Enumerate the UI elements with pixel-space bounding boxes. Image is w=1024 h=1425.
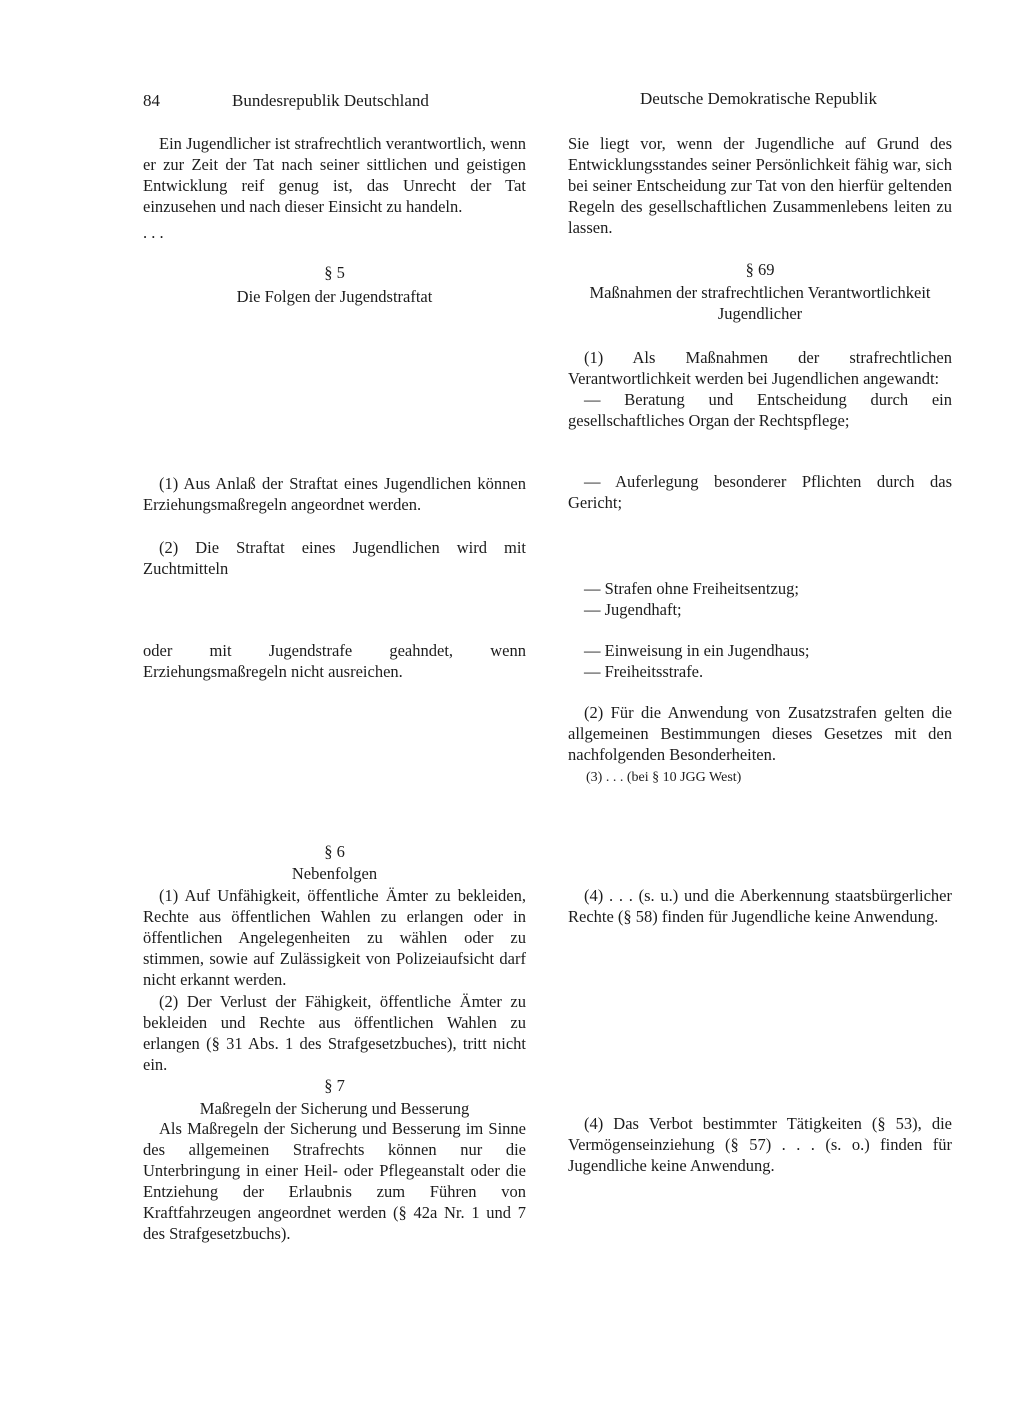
section-69-title-line-1: Maßnahmen der strafrechtlichen Verantwortlichkeit xyxy=(589,283,931,302)
dash-item-5: — Einweisung in ein Jugendhaus; xyxy=(584,641,810,660)
section-69-title-line-2: Jugendlicher xyxy=(717,304,803,323)
section-5-title: Die Folgen der Jugendstraftat xyxy=(236,287,433,306)
section-6-paragraph-2: (2) Der Verlust der Fähigkeit, öffentliche Ämter zu bekleiden und Rechte aus öffentlichen Wahlen zu erlangen (§ 31 Abs. 1 des Strafgesetzbuches), tritt nicht ein. xyxy=(143,992,526,1074)
section-6-number: § 6 xyxy=(324,842,345,861)
section-69-paragraph-2: (2) Für die Anwendung von Zusatzstrafen gelten die allgemeinen Bestimmungen dieses Gesetzes mit den nachfolgenden Besonderheiten. xyxy=(568,703,952,764)
page-number: 84 xyxy=(143,91,160,110)
section-5-paragraph-1: (1) Aus Anlaß der Straftat eines Jugendlichen können Erziehungsmaßregeln angeordnet werden. xyxy=(143,474,526,514)
section-69-number: § 69 xyxy=(745,260,775,279)
right-intro-paragraph: Sie liegt vor, wenn der Jugendliche auf Grund des Entwicklungsstandes seiner Persönlichkeit fähig war, sich bei seiner Entscheidung zur Tat von den hierfür geltenden Regeln des gesellschaftlichen Zusammenlebens leiten zu lassen. xyxy=(568,134,952,237)
section-5-number: § 5 xyxy=(324,263,345,282)
section-7-number: § 7 xyxy=(324,1076,345,1095)
dash-item-1: — Beratung und Entscheidung durch ein gesellschaftliches Organ der Rechtspflege; xyxy=(568,390,952,430)
section-5-paragraph-2-continued: oder mit Jugendstrafe geahndet, wenn Erziehungsmaßregeln nicht ausreichen. xyxy=(143,641,526,681)
dash-item-6: — Freiheitsstrafe. xyxy=(584,662,704,681)
section-7-title: Maßregeln der Sicherung und Besserung xyxy=(199,1099,470,1118)
dash-item-2: — Auferlegung besonderer Pflichten durch das Gericht; xyxy=(568,472,952,512)
section-5-paragraph-2: (2) Die Straftat eines Jugendlichen wird mit Zuchtmitteln xyxy=(143,538,526,578)
section-6-title: Nebenfolgen xyxy=(291,864,378,883)
section-7-paragraph-1: Als Maßregeln der Sicherung und Besserung im Sinne des allgemeinen Strafrechts können nur die Unterbringung in einer Heil- oder Pflegeanstalt oder die Entziehung der Erlaubnis zum Führen von Kraftfahrzeugen angeordnet werden (§ 42a Nr. 1 und 7 des Strafgesetzbuchs). xyxy=(143,1119,526,1243)
section-69-paragraph-1: (1) Als Maßnahmen der strafrechtlichen Verantwortlichkeit werden bei Jugendlichen angewandt: xyxy=(568,348,952,388)
section-69-paragraph-4b: (4) Das Verbot bestimmter Tätigkeiten (§ 53), die Vermögenseinziehung (§ 57) . . . (s. o.) finden für Jugendliche keine Anwendung. xyxy=(568,1114,952,1175)
header-right-title: Deutsche Demokratische Republik xyxy=(640,89,877,108)
section-69-paragraph-4a: (4) . . . (s. u.) und die Aberkennung staatsbürgerlicher Rechte (§ 58) finden für Jugendliche keine Anwendung. xyxy=(568,886,952,926)
left-ellipsis: . . . xyxy=(143,223,164,242)
section-69-paragraph-3: (3) . . . (bei § 10 JGG West) xyxy=(586,770,742,785)
left-intro-paragraph: Ein Jugendlicher ist strafrechtlich verantwortlich, wenn er zur Zeit der Tat nach seiner sittlichen und geistigen Entwicklung reif genug ist, das Unrecht der Tat einzusehen und nach dieser Einsicht zu handeln. xyxy=(143,134,526,216)
header-left-title: Bundesrepublik Deutschland xyxy=(232,91,429,110)
dash-item-4: — Jugendhaft; xyxy=(584,600,682,619)
section-69-title xyxy=(568,282,952,324)
dash-item-3: — Strafen ohne Freiheitsentzug; xyxy=(584,579,799,598)
section-6-paragraph-1: (1) Auf Unfähigkeit, öffentliche Ämter zu bekleiden, Rechte aus öffentlichen Wahlen zu erlangen oder in öffentlichen Angelegenheiten zu wählen oder zu stimmen, sowie auf Zulässigkeit von Polizeiaufsicht darf nicht erkannt werden. xyxy=(143,886,526,989)
